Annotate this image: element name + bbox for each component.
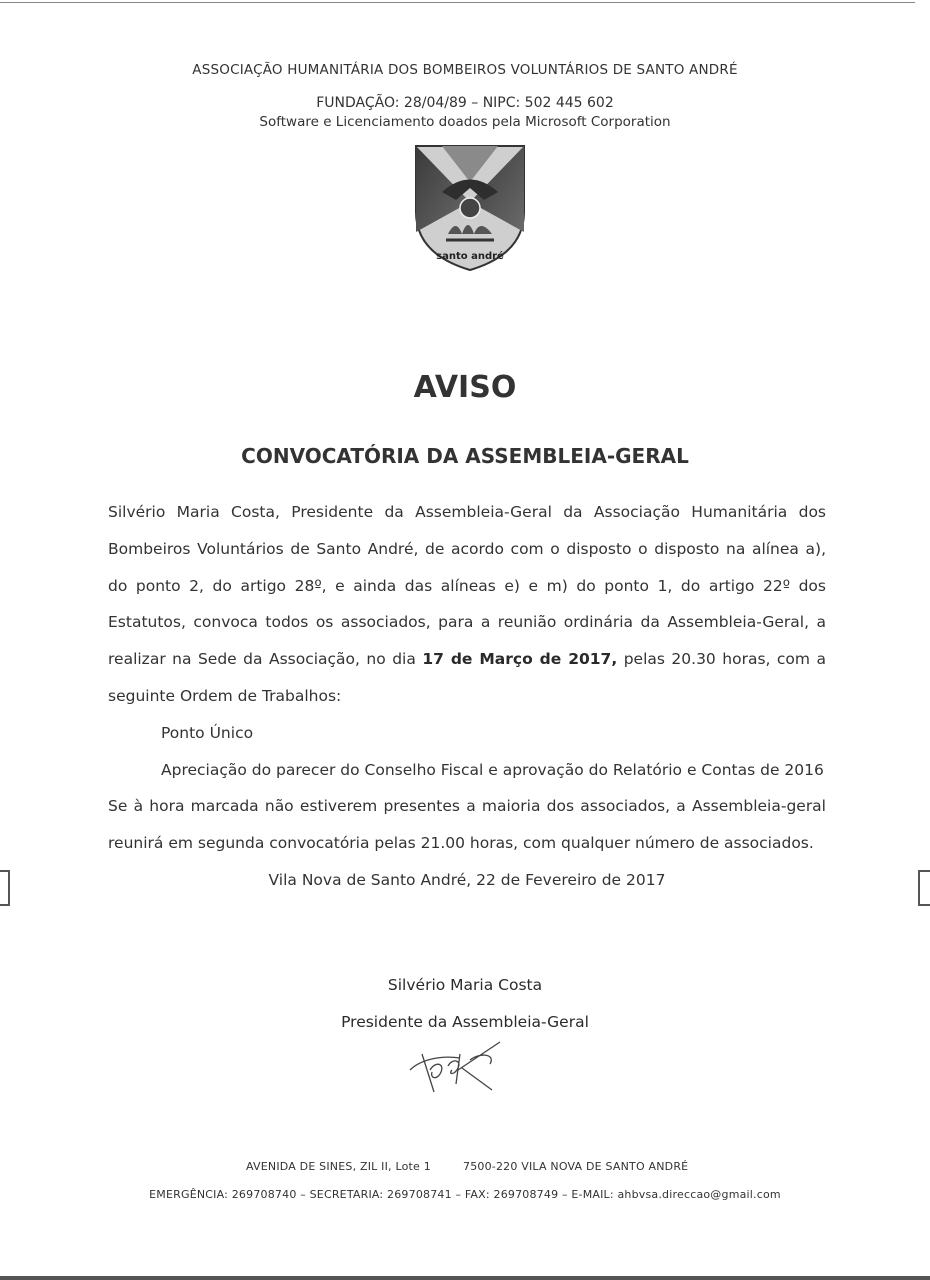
footer-contacts: EMERGÊNCIA: 269708740 – SECRETARIA: 269708741 – FAX: 269708749 – E-MAIL: ahbvsa.direccao@gmail.com [149, 1188, 781, 1201]
agenda-title: Ponto Único [161, 723, 254, 742]
signatory-name: Silvério Maria Costa [387, 976, 543, 994]
paragraph-continuation: pelas 20.30 horas, com a seguinte Ordem de Trabalhos: [108, 650, 826, 705]
second-call-paragraph: Se à hora marcada não estiverem presentes a maioria dos associados, a Assembleia-geral reunirá em segunda convocatória pelas 21.00 horas, com qualquer número de associados. [108, 797, 826, 853]
fire-brigade-crest-logo [412, 142, 528, 274]
notice-subtitle: CONVOCATÓRIA DA ASSEMBLEIA-GERAL [241, 444, 689, 468]
crest-caption: santo andré [436, 251, 504, 262]
binder-mark-right [918, 870, 930, 906]
signatory-role: Presidente da Assembleia-Geral [341, 1013, 589, 1031]
foundation-info: FUNDAÇÃO: 28/04/89 – NIPC: 502 445 602 [316, 95, 614, 111]
agenda-item: Apreciação do parecer do Conselho Fiscal e aprovação do Relatório e Contas de 2016 [161, 760, 824, 779]
top-scan-edge [0, 2, 915, 3]
software-credit: Software e Licenciamento doados pela Microsoft Corporation [259, 114, 671, 130]
meeting-date: 17 de Março de 2017, [422, 650, 618, 669]
footer-address: AVENIDA DE SINES, ZIL II, Lote 1 [246, 1160, 431, 1173]
place-and-date: Vila Nova de Santo André, 22 de Fevereiro de 2017 [268, 870, 666, 889]
handwritten-signature [400, 1030, 520, 1100]
binder-mark-left [0, 870, 10, 906]
organization-name: ASSOCIAÇÃO HUMANITÁRIA DOS BOMBEIROS VOLUNTÁRIOS DE SANTO ANDRÉ [192, 62, 738, 78]
notice-body [108, 494, 826, 899]
paragraph-text: Silvério Maria Costa, Presidente da Assembleia-Geral da Associação Humanitária dos Bombeiros Voluntários de Santo André, de acordo com o disposto o disposto na alínea a), do ponto 2, do artigo 28º, e ainda das alíneas e) e m) do ponto 1, do artigo 22º dos Estatutos, convoca todos os associados, para a reunião ordinária da Assembleia-Geral, a realizar na Sede da Associação, no dia [108, 503, 826, 669]
notice-title: AVISO [413, 370, 517, 405]
footer-postal: 7500-220 VILA NOVA DE SANTO ANDRÉ [463, 1160, 689, 1173]
bottom-scan-edge [0, 1276, 930, 1280]
main-paragraph [108, 494, 826, 715]
